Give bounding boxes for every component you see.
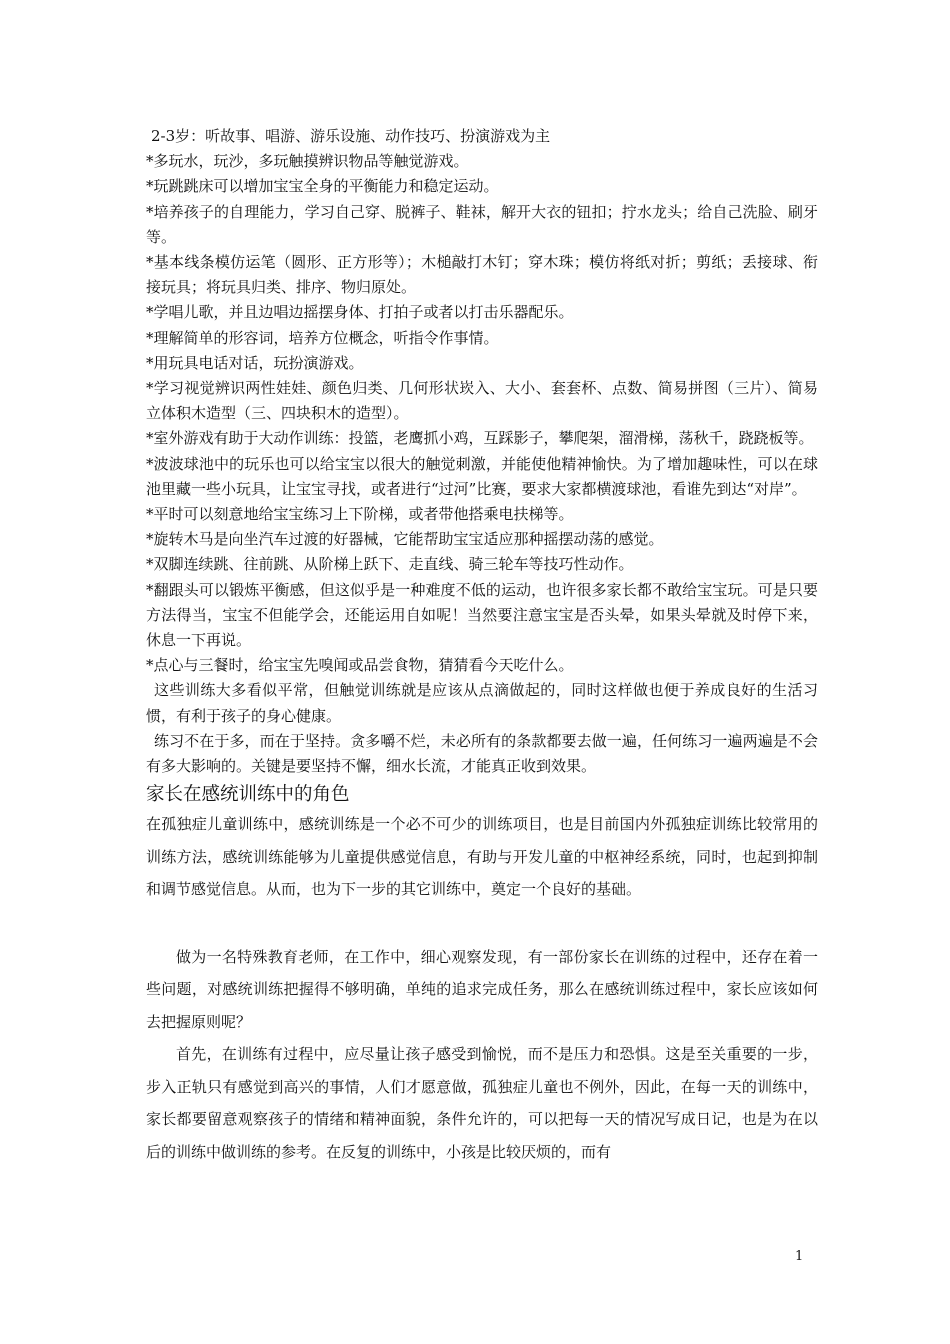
page-number: 1 [795,1249,804,1264]
activity-list-section [146,124,818,779]
section-heading: 家长在感统训练中的角色 [146,784,350,806]
list-item: *双脚连续跳、往前跳、从阶梯上跃下、走直线、骑三轮车等技巧性动作。 [146,555,634,574]
age-group-title: 2-3岁：听故事、唱游、游乐设施、动作技巧、扮演游戏为主 [151,127,551,145]
list-item: *旋转木马是向坐汽车过渡的好器械，它能帮助宝宝适应那种摇摆动荡的感觉。 [146,530,664,549]
body-paragraph: 首先，在训练有过程中，应尽量让孩子感受到愉悦，而不是压力和恐惧。这是至关重要的一步，步入正轨只有感觉到高兴的事情，人们才愿意做，孤独症儿童也不例外，因此，在每一天的训练中，家长都要留意观察孩子的情绪和精神面貌，条件允许的，可以把每一天的情况写成日记，也是为在以后的训练中做训练的参考。在反复的训练中，小孩是比较厌烦的，而有 [146,1045,818,1161]
body-paragraph: 做为一名特殊教育老师，在工作中，细心观察发现，有一部份家长在训练的过程中，还存在着一些问题，对感统训练把握得不够明确，单纯的追求完成任务，那么在感统训练过程中，家长应该如何去把握原则呢？ [146,947,818,1031]
list-item: *用玩具电话对话，玩扮演游戏。 [146,353,364,372]
list-item: *基本线条模仿运笔（圆形、正方形等）；木槌敲打木钉；穿木珠；模仿将纸对折；剪纸；丢接球、衔接玩具；将玩具归类、排序、物归原处。 [146,253,818,297]
list-item: *波波球池中的玩乐也可以给宝宝以很大的触觉刺激，并能使他精神愉快。为了增加趣味性，可以在球池里藏一些小玩具，让宝宝寻找，或者进行“过河”比赛，要求大家都横渡球池，看谁先到达“对岸”。 [146,454,818,498]
list-item: *多玩水，玩沙，多玩触摸辨识物品等触觉游戏。 [146,152,469,171]
page-content [146,124,818,1168]
paragraph-spacer [146,906,818,941]
list-item: *玩跳跳床可以增加宝宝全身的平衡能力和稳定运动。 [146,177,499,196]
list-item: *点心与三餐时，给宝宝先嗅闻或品尝食物，猜猜看今天吃什么。 [146,656,574,675]
list-item: *翻跟头可以锻炼平衡感，但这似乎是一种难度不低的运动，也许很多家长都不敢给宝宝玩。可是只要方法得当，宝宝不但能学会，还能运用自如呢！当然要注意宝宝是否头晕，如果头晕就及时停下来，休息一下再说。 [146,580,818,650]
summary-paragraph: 这些训练大多看似平常，但触觉训练就是应该从点滴做起的，同时这样做也便于养成良好的生活习惯，有利于孩子的身心健康。 [146,681,818,725]
list-item: *平时可以刻意地给宝宝练习上下阶梯，或者带他搭乘电扶梯等。 [146,505,574,524]
parent-role-section [146,808,818,1168]
list-item: *学习视觉辨识两性娃娃、颜色归类、几何形状崁入、大小、套套杯、点数、简易拼图（三片）、简易立体积木造型（三、四块积木的造型）。 [146,379,818,423]
list-item: *室外游戏有助于大动作训练：投篮，老鹰抓小鸡，互踩影子，攀爬架，溜滑梯，荡秋千，跷跷板等。 [146,429,814,448]
list-item: *理解简单的形容词，培养方位概念，听指令作事情。 [146,328,499,347]
intro-paragraph: 在孤独症儿童训练中，感统训练是一个必不可少的训练项目，也是目前国内外孤独症训练比较常用的训练方法，感统训练能够为儿童提供感觉信息，有助与开发儿童的中枢神经系统，同时，也起到抑制和调节感觉信息。从而，也为下一步的其它训练中，奠定一个良好的基础。 [146,815,818,899]
list-item: *培养孩子的自理能力，学习自己穿、脱裤子、鞋袜，解开大衣的钮扣；拧水龙头；给自己洗脸、刷牙等。 [146,202,818,246]
summary-paragraph: 练习不在于多，而在于坚持。贪多嚼不烂，未必所有的条款都要去做一遍，任何练习一遍两遍是不会有多大影响的。关键是要坚持不懈，细水长流，才能真正收到效果。 [146,731,818,776]
list-item: *学唱儿歌，并且边唱边摇摆身体、打拍子或者以打击乐器配乐。 [146,303,574,322]
